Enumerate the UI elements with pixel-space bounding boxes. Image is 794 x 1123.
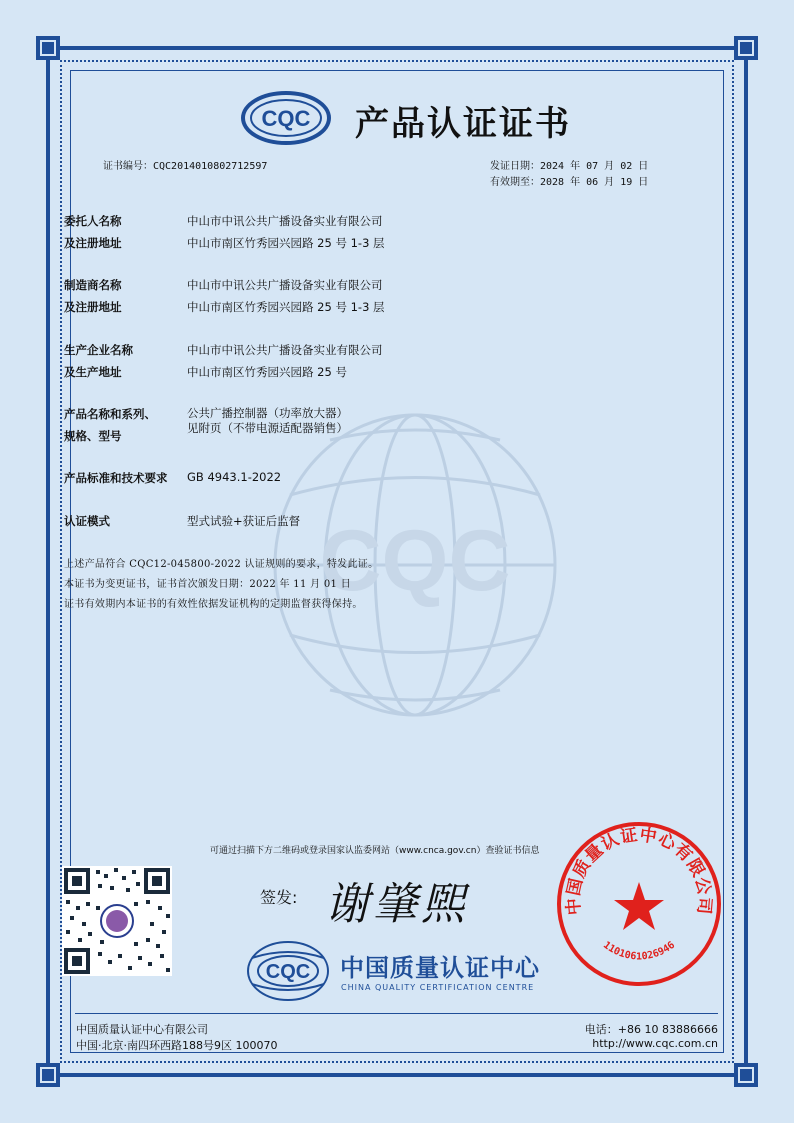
statement-line-2: 本证书为变更证书，证书首次颁发日期：2022 年 11 月 01 日	[64, 579, 351, 590]
maker-label-1: 制造商名称	[64, 278, 122, 292]
footer-phone: 电话：+86 10 83886666	[584, 1023, 718, 1036]
footer-address: 中国·北京·南四环西路188号9区 100070	[76, 1039, 278, 1052]
standard-label: 产品标准和技术要求	[64, 471, 168, 485]
seal-text: 中国质量认证中心有限公司	[563, 825, 715, 916]
product-label-2: 规格、型号	[64, 429, 122, 443]
expiry-date-row	[490, 173, 648, 188]
maker-address: 中山市南区竹秀园兴园路 25 号 1-3 层	[187, 300, 385, 314]
certificate-number: CQC2014010802712597	[153, 161, 268, 172]
issue-date-label: 发证日期：	[490, 161, 540, 172]
official-seal	[555, 820, 723, 988]
logo-text: CQC	[265, 961, 311, 983]
statement-line-3: 证书有效期内本证书的有效性依据发证机构的定期监督获得保持。	[64, 599, 363, 610]
product-label-1: 产品名称和系列、	[64, 407, 156, 421]
certificate-number-label: 证书编号：	[103, 161, 153, 172]
maker-label-2: 及注册地址	[64, 300, 122, 314]
certification-mode-label: 认证模式	[64, 514, 110, 528]
svg-text:CQC: CQC	[319, 513, 511, 609]
signature-label: 签发:	[260, 888, 298, 907]
seal-code: 1101061026946	[600, 939, 678, 963]
certificate-number-row	[103, 157, 267, 172]
corner-square	[42, 1069, 54, 1081]
org-name-english: CHINA QUALITY CERTIFICATION CENTRE	[341, 983, 535, 992]
expiry-date: 2028 年 06 月 19 日	[540, 177, 649, 188]
seal-star-icon	[614, 882, 664, 930]
certificate-title: 产品认证证书	[355, 104, 571, 144]
svg-text:1101061026946	[601, 940, 677, 963]
logo-text: CQC	[261, 106, 311, 131]
client-label-1: 委托人名称	[64, 214, 122, 228]
factory-label-1: 生产企业名称	[64, 343, 133, 357]
issue-date: 2024 年 07 月 02 日	[540, 161, 649, 172]
cqc-logo-top	[240, 90, 332, 146]
product-model: 见附页（不带电源适配器销售）	[187, 421, 348, 435]
cqc-logo-bottom	[246, 940, 330, 1002]
corner-square	[42, 42, 54, 54]
expiry-date-label: 有效期至：	[490, 177, 540, 188]
factory-name: 中山市中讯公共广播设备实业有限公司	[187, 343, 383, 357]
client-name: 中山市中讯公共广播设备实业有限公司	[187, 214, 383, 228]
footer-divider	[75, 1013, 718, 1014]
client-address: 中山市南区竹秀园兴园路 25 号 1-3 层	[187, 236, 385, 250]
issue-date-row	[490, 157, 648, 172]
org-name-chinese: 中国质量认证中心	[340, 954, 540, 982]
statement-line-1: 上述产品符合 CQC12-045800-2022 认证规则的要求，特发此证。	[64, 559, 379, 570]
maker-name: 中山市中讯公共广播设备实业有限公司	[187, 278, 383, 292]
footer-company: 中国质量认证中心有限公司	[76, 1023, 208, 1036]
signature: 谢肇煕	[325, 879, 469, 930]
factory-label-2: 及生产地址	[64, 365, 122, 379]
verification-note: 可通过扫描下方二维码或登录国家认监委网站（www.cnca.gov.cn）查验证书信息	[210, 846, 540, 856]
standard-value: GB 4943.1-2022	[187, 470, 282, 484]
client-label-2: 及注册地址	[64, 236, 122, 250]
product-name: 公共广播控制器（功率放大器）	[187, 406, 348, 420]
certification-mode: 型式试验+获证后监督	[187, 514, 301, 528]
qr-code[interactable]	[62, 866, 172, 976]
corner-square	[740, 42, 752, 54]
factory-address: 中山市南区竹秀园兴园路 25 号	[187, 365, 347, 379]
footer-website[interactable]: http://www.cqc.com.cn	[592, 1037, 718, 1050]
corner-square	[740, 1069, 752, 1081]
